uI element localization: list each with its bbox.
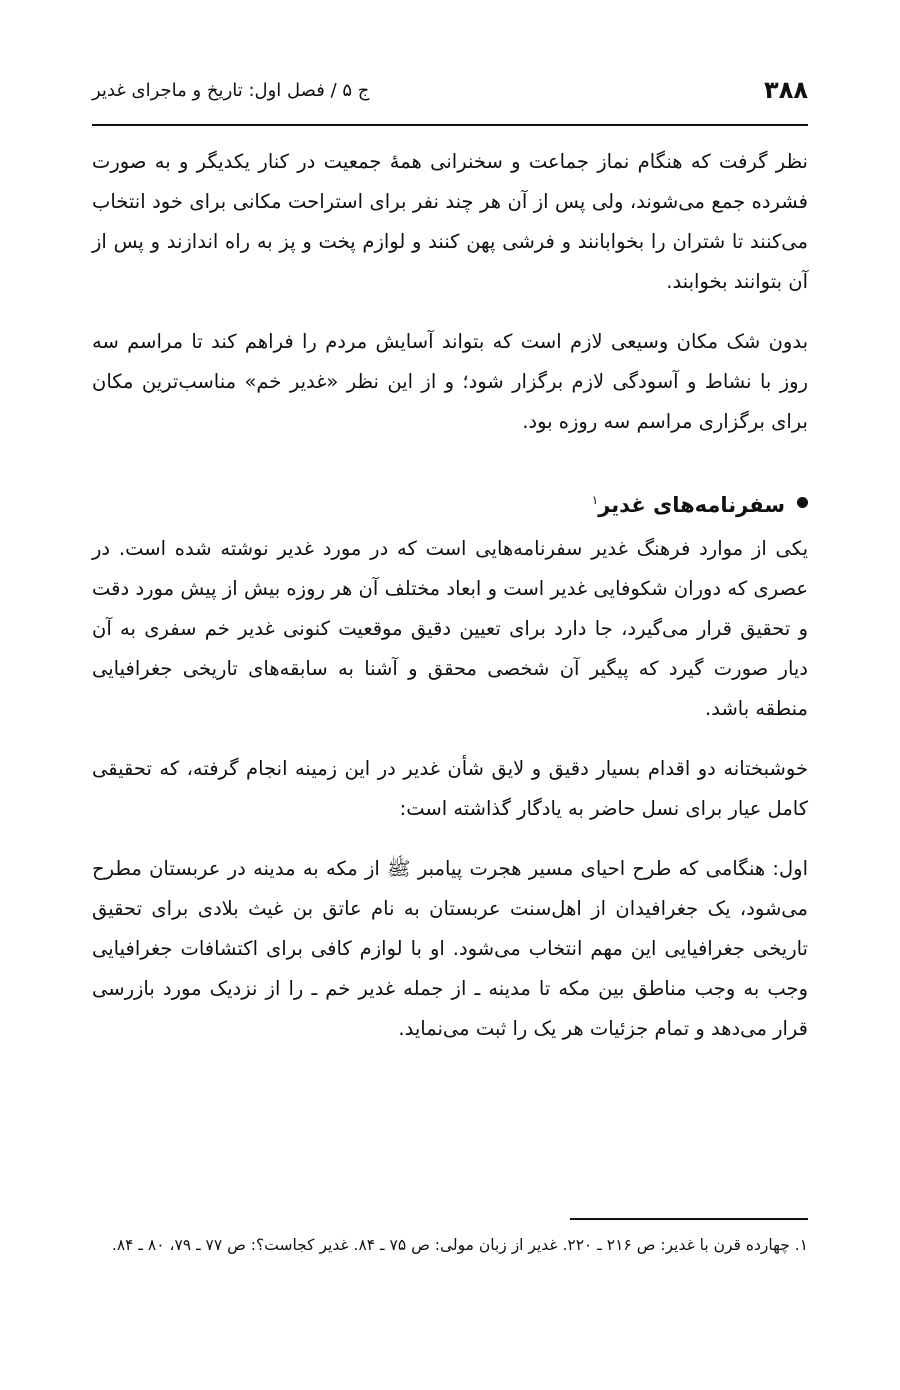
paragraph: نظر گرفت که هنگام نماز جماعت و سخنرانی همهٔ جمعیت در کنار یکدیگر و به صورت فشرده جمع می‌شوند، ولی پس از آن هر چند نفر برای استراحت مکانی برای خود انتخاب می‌کنند تا شتران را بخوابانند و فرشی پهن کنند و لوازم پخت و پز به راه اندازند و پس از آن بتوانند بخوابند.: [92, 150, 808, 293]
footnotes: [92, 1228, 808, 1262]
section-heading-text: سفرنامه‌های غدیر: [598, 493, 785, 517]
book-page: [92, 60, 808, 1360]
paragraph: یکی از موارد فرهنگ غدیر سفرنامه‌هایی است که در مورد غدیر نوشته شده است. در عصری که دوران شکوفایی غدیر است و ابعاد مختلف آن هر روزه بیش از پیش مورد دقت و تحقیق قرار می‌گیرد، جا دارد برای تعیین دقیق موقعیت کنونی غدیر خم سفری به آن دیار صورت گیرد که پیگیر آن شخصی محقق و آشنا به سابقه‌های تاریخی جغرافیایی منطقه باشد.: [92, 537, 808, 720]
footnote: ۱. چهارده قرن با غدیر: ص ۲۱۶ ـ ۲۲۰. غدیر از زبان مولی: ص ۷۵ ـ ۸۴. غدیر کجاست؟: ص ۷۷ ـ ۷۹، ۸۰ ـ ۸۴.: [111, 1236, 808, 1254]
footnote-divider: [570, 1218, 808, 1220]
paragraph: اول: هنگامی که طرح احیای مسیر هجرت پیامبر ﷺ از مکه به مدینه در عربستان مطرح می‌شود، یک جغرافیدان از اهل‌سنت عربستان به نام عاتق بن غیث بلادی برای تحقیق تاریخی جغرافیایی این مهم انتخاب می‌شود. او با لوازم کافی برای اکتشافات جغرافیایی وجب به وجب مناطق بین مکه تا مدینه ـ از جمله غدیر خم ـ را از نزدیک مورد بازرسی قرار می‌دهد و تمام جزئیات هر یک را ثبت می‌نماید.: [92, 857, 808, 1040]
body-text: [92, 142, 808, 1069]
paragraph: بدون شک مکان وسیعی لازم است که بتواند آسایش مردم را فراهم کند تا مراسم سه روز با نشاط و آسودگی لازم برگزار شود؛ و از این نظر «غدیر خم» مناسب‌ترین مکان برای برگزاری مراسم سه روزه بود.: [92, 330, 808, 433]
footnote-reference[interactable]: ۱: [591, 493, 599, 507]
page-number: ۳۸۸: [764, 76, 808, 104]
section-heading: [92, 482, 808, 523]
page-header: [92, 74, 808, 126]
running-head: ج ۵ / فصل اول: تاریخ و ماجرای غدیر: [92, 80, 370, 101]
bullet-icon: [797, 497, 808, 508]
paragraph: خوشبختانه دو اقدام بسیار دقیق و لایق شأن غدیر در این زمینه انجام گرفته، که تحقیقی کامل عیار برای نسل حاضر به یادگار گذاشته است:: [92, 757, 808, 820]
